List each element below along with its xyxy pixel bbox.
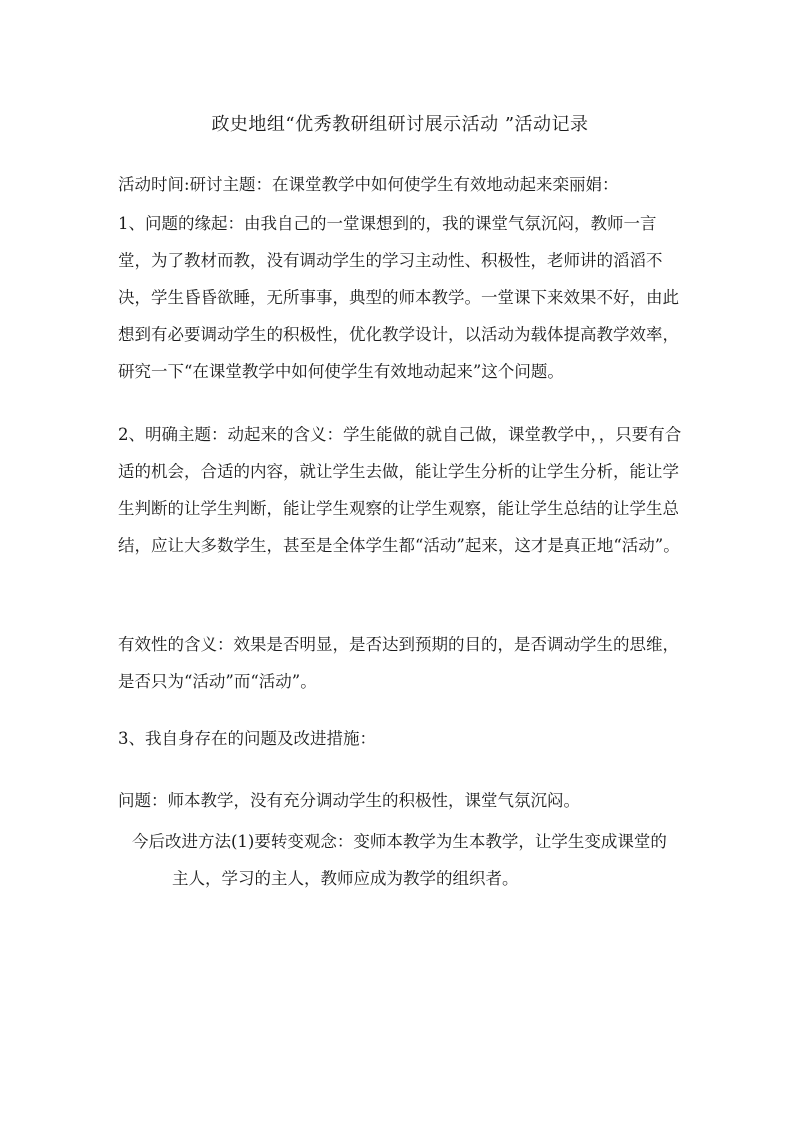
document-title: 政史地组“优秀教研组研讨展示活动 ”活动记录 <box>211 114 589 135</box>
effectiveness-paragraph: 有效性的含义：效果是否明显，是否达到预期的目的，是否调动学生的思维，是否只为“活动”而“活动”。 <box>118 635 679 691</box>
improvement-plan-line: 今后改进方法(1)要转变观念：变师本教学为生本教学，让学生变成课堂的 <box>132 832 667 851</box>
section-1-paragraph: 1、问题的缘起：由我自己的一堂课想到的，我的课堂气氛沉闷，教师一言堂，为了教材而教，没有调动学生的学习主动性、积极性，老师讲的滔滔不决，学生昏昏欲睡，无所事事，典型的师本教学。一堂课下来效果不好，由此想到有必要调动学生的积极性，优化教学设计，以活动为载体提高教学效率，研究一下“在课堂教学中如何使学生有效地动起来”这个问题。 <box>118 214 679 381</box>
section-3-heading: 3、我自身存在的问题及改进措施： <box>118 729 376 748</box>
improvement-plan-continuation: 主人，学习的主人，教师应成为教学的组织者。 <box>172 869 519 888</box>
activity-time-line: 活动时间:研讨主题：在课堂教学中如何使学生有效地动起来栾丽娟： <box>118 175 619 194</box>
section-2-paragraph: 2、明确主题：动起来的含义：学生能做的就自己做，课堂教学中，，只要有合适的机会，合适的内容，就让学生去做，能让学生分析的让学生分析，能让学生判断的让学生判断，能让学生观察的让学生观察，能让学生总结的让学生总结，应让大多数学生，甚至是全体学生都“活动”起来，这才是真正地“活动”。 <box>118 425 682 555</box>
problem-paragraph: 问题：师本教学，没有充分调动学生的积极性，课堂气氛沉闷。 <box>118 791 580 810</box>
